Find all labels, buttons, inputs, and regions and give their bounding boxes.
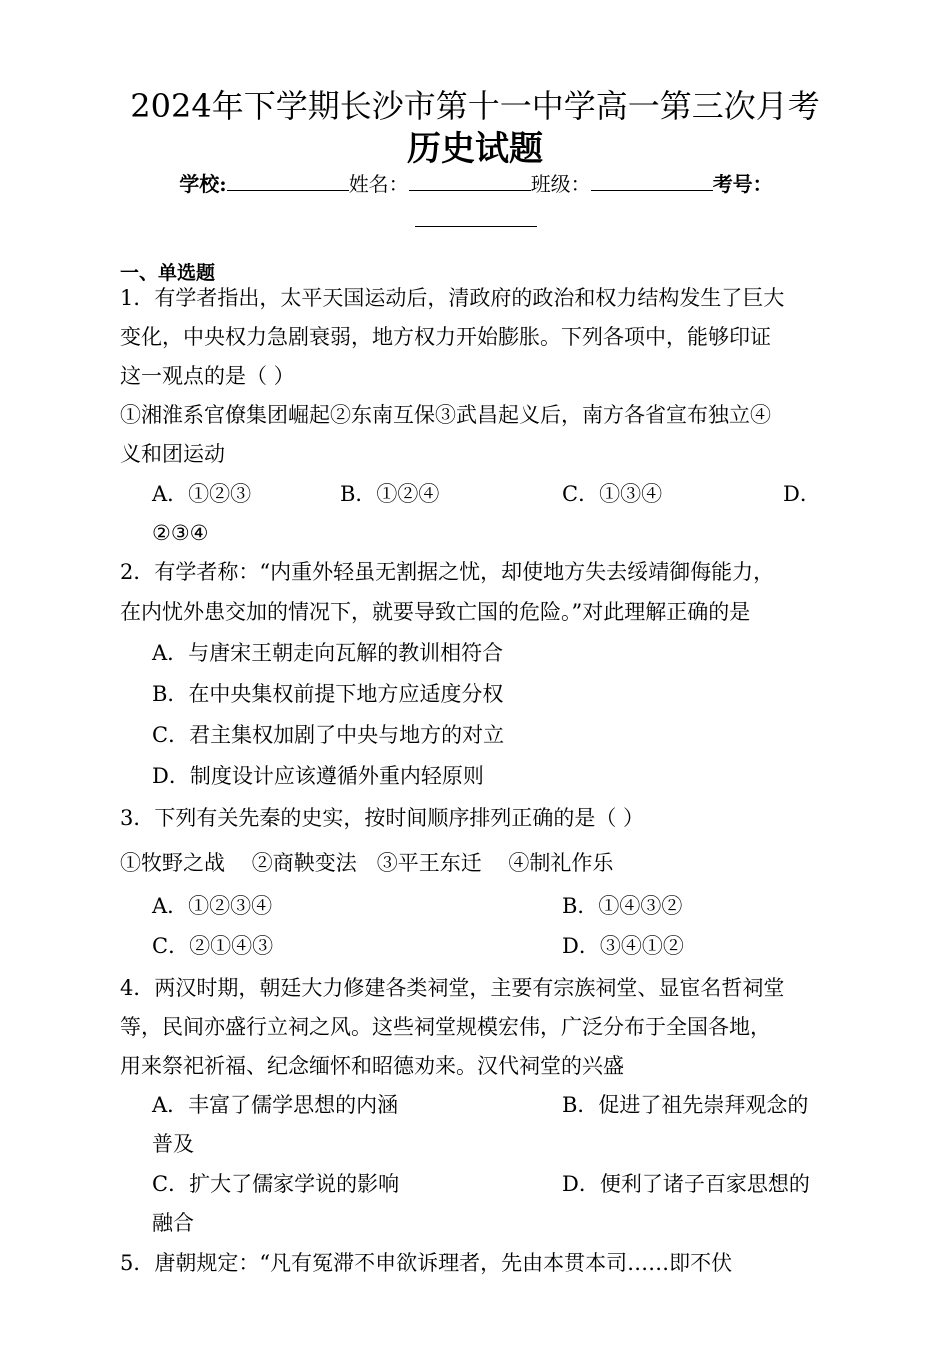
name-blank[interactable] bbox=[409, 168, 531, 191]
q2-option-a[interactable]: A．与唐宋王朝走向瓦解的教训相符合 bbox=[152, 641, 504, 665]
q4-option-b[interactable]: B．促进了祖先崇拜观念的 bbox=[562, 1093, 809, 1117]
q2-line: 在内忧外患交加的情况下，就要导致亡国的危险。”对此理解正确的是 bbox=[120, 600, 751, 624]
q4-option-b-text[interactable]: 普及 bbox=[152, 1132, 194, 1156]
q2-option-c[interactable]: C．君主集权加剧了中央与地方的对立 bbox=[152, 723, 505, 747]
q4-line: 等，民间亦盛行立祠之风。这些祠堂规模宏伟，广泛分布于全国各地， bbox=[120, 1015, 771, 1039]
number-blank[interactable] bbox=[415, 204, 537, 227]
subject-title: 历史试题 bbox=[407, 129, 543, 169]
q3-option-a[interactable]: A．①②③④ bbox=[152, 894, 273, 918]
q1-line: 这一观点的是（ ） bbox=[120, 364, 295, 388]
q2-option-b[interactable]: B．在中央集权前提下地方应适度分权 bbox=[152, 682, 504, 706]
q3-option-d[interactable]: D．③④①② bbox=[562, 934, 684, 958]
name-label: 姓名： bbox=[348, 172, 409, 196]
q3-option-b[interactable]: B．①④③② bbox=[562, 894, 683, 918]
q1-option-d[interactable]: D． bbox=[783, 482, 821, 506]
number-label: 考号： bbox=[712, 172, 773, 196]
q4-option-d[interactable]: D．便利了诸子百家思想的 bbox=[562, 1172, 810, 1196]
q3-option-c[interactable]: C．②①④③ bbox=[152, 934, 274, 958]
q3-line: ①牧野之战 ②商鞅变法 ③平王东迁 ④制礼作乐 bbox=[120, 851, 614, 875]
q1-option-a[interactable]: A．①②③ bbox=[152, 482, 252, 506]
q2-option-d[interactable]: D．制度设计应该遵循外重内轻原则 bbox=[152, 764, 484, 788]
q1-option-c[interactable]: C．①③④ bbox=[562, 482, 663, 506]
q1-option-b[interactable]: B．①②④ bbox=[340, 482, 440, 506]
q2-line: 2．有学者称：“内重外轻虽无割据之忧，却使地方失去绥靖御侮能力， bbox=[120, 560, 775, 584]
q4-line: 用来祭祀祈福、纪念缅怀和昭德劝来。汉代祠堂的兴盛 bbox=[120, 1054, 624, 1078]
school-label: 学校: bbox=[179, 172, 227, 196]
q5-line: 5．唐朝规定：“凡有冤滞不申欲诉理者，先由本贯本司……即不伏 bbox=[120, 1251, 733, 1275]
q1-option-d-text[interactable]: ②③④ bbox=[152, 521, 209, 545]
q3-line: 3．下列有关先秦的史实，按时间顺序排列正确的是（ ） bbox=[120, 806, 645, 830]
q1-line: ①湘淮系官僚集团崛起②东南互保③武昌起义后，南方各省宣布独立④ bbox=[120, 403, 771, 427]
q4-line: 4．两汉时期，朝廷大力修建各类祠堂，主要有宗族祠堂、显宦名哲祠堂 bbox=[120, 976, 785, 1000]
class-blank[interactable] bbox=[591, 168, 713, 191]
q1-line: 变化，中央权力急剧衰弱，地方权力开始膨胀。下列各项中，能够印证 bbox=[120, 325, 771, 349]
section-title: 一、单选题 bbox=[120, 262, 216, 284]
q4-option-c[interactable]: C．扩大了儒家学说的影响 bbox=[152, 1172, 400, 1196]
q4-option-a[interactable]: A．丰富了儒学思想的内涵 bbox=[152, 1093, 399, 1117]
student-info bbox=[120, 166, 832, 238]
class-label: 班级： bbox=[530, 172, 591, 196]
school-blank[interactable] bbox=[227, 168, 349, 191]
q1-line: 1．有学者指出，太平天国运动后，清政府的政治和权力结构发生了巨大 bbox=[120, 286, 785, 310]
q1-line: 义和团运动 bbox=[120, 442, 225, 466]
q4-option-d-text[interactable]: 融合 bbox=[152, 1211, 194, 1235]
exam-title: 2024年下学期长沙市第十一中学高一第三次月考 bbox=[130, 87, 820, 125]
